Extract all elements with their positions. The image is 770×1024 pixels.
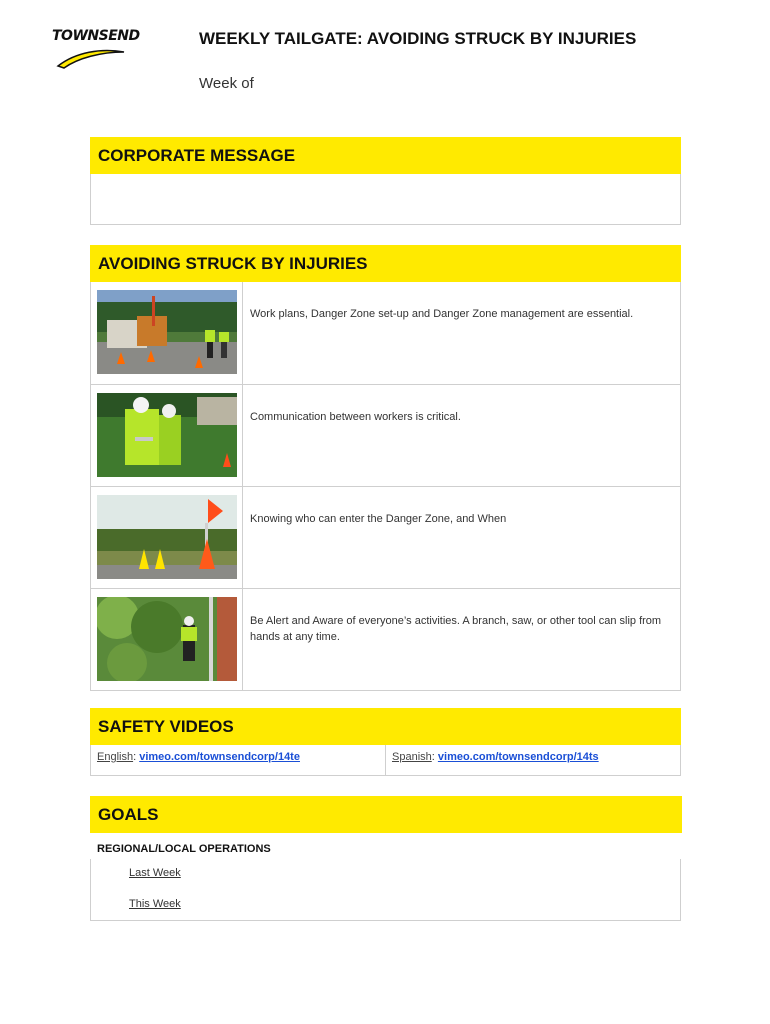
- table-row: [91, 486, 680, 588]
- struck-by-section: [90, 245, 681, 691]
- table-row: [91, 588, 680, 690]
- last-week-field[interactable]: Last Week: [129, 867, 181, 879]
- logo-text: TOWNSEND: [52, 28, 140, 44]
- safety-videos-section: [90, 708, 681, 776]
- logo-swoosh-icon: [56, 44, 126, 70]
- townsend-logo: [48, 26, 138, 70]
- work-zone-truck-cones-photo: [97, 290, 237, 374]
- struck-by-heading: AVOIDING STRUCK BY INJURIES: [90, 245, 681, 282]
- english-video-cell: English: vimeo.com/townsendcorp/14te: [91, 745, 386, 775]
- workers-communicating-photo: [97, 393, 237, 477]
- corporate-message-heading: CORPORATE MESSAGE: [90, 137, 681, 174]
- struck-by-table: [90, 282, 681, 691]
- spanish-label: Spanish: [392, 751, 432, 763]
- safety-videos-heading: SAFETY VIDEOS: [90, 708, 681, 745]
- english-video-link[interactable]: vimeo.com/townsendcorp/14te: [139, 751, 300, 763]
- corporate-message-body: [90, 174, 681, 225]
- spanish-video-link[interactable]: vimeo.com/townsendcorp/14ts: [437, 751, 599, 763]
- english-label: English: [97, 751, 134, 763]
- safety-videos-row: [90, 745, 681, 776]
- this-week-field[interactable]: This Week: [129, 898, 181, 910]
- table-row: [91, 384, 680, 486]
- goals-heading: GOALS: [90, 796, 682, 833]
- struck-row-text: Communication between workers is critical.: [250, 411, 461, 423]
- goals-section: [90, 796, 681, 921]
- struck-row-text: Be Alert and Aware of everyone’s activities. A branch, saw, or other tool can slip from hands at any time.: [250, 615, 662, 643]
- struck-row-text: Work plans, Danger Zone set-up and Danger Zone management are essential.: [250, 308, 634, 320]
- week-of-label: Week of: [199, 75, 254, 92]
- spanish-video-cell: Spanish: vimeo.com/townsendcorp/14ts: [392, 751, 599, 763]
- struck-row-text: Knowing who can enter the Danger Zone, and When: [250, 513, 507, 525]
- worker-in-trees-photo: [97, 597, 237, 681]
- page-title: WEEKLY TAILGATE: AVOIDING STRUCK BY INJURIES: [199, 29, 637, 48]
- goals-list: [90, 859, 681, 921]
- corporate-message-section: [90, 137, 681, 225]
- goals-subheading: REGIONAL/LOCAL OPERATIONS: [97, 843, 271, 855]
- table-row: [91, 282, 680, 384]
- cones-and-flag-photo: [97, 495, 237, 579]
